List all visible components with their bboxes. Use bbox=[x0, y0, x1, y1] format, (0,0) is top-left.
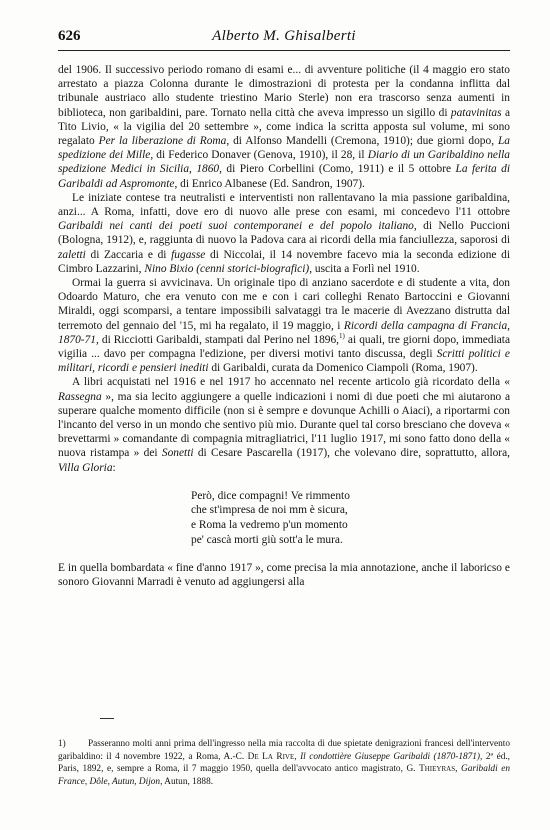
italic-span: Sonetti bbox=[161, 447, 194, 460]
text-span: di Garibaldi, curata da Domenico Ciampoli (Roma, 1907). bbox=[208, 362, 478, 375]
italic-span: Scritti politici e militari, ricordi e pensieri inediti bbox=[58, 348, 510, 375]
text-span: del 1906. Il successivo periodo romano di esami e... di avventure politiche (il 4 maggio ero stato arrestato a piazza Colonna durante le dimostrazioni di protesta per la condanna inflitta dal tribunale austriaco allo studente triestino Mario Sterle) non era trascorso senza aumenti in biblioteca, non garibaldini, pare. Tornato nella città che aveva impresso un sigillo di bbox=[58, 64, 510, 119]
italic-span: Il condottière Giuseppe Garibaldi (1870-1871) bbox=[300, 751, 481, 762]
text-span: , 2ª éd., Paris, 1892, e, sempre a Roma, il 7 maggio 1950, quella dell'avvocato antico magistrato, G. bbox=[58, 751, 510, 774]
text-span: , di Enrico Albanese (Ed. Sandron, 1907). bbox=[174, 177, 365, 190]
paragraph bbox=[58, 276, 510, 375]
text-span: di Niccolai, il 14 novembre facevo mia la seconda edizione di Cimbro Lazzarini, bbox=[58, 248, 510, 275]
text-span: Ormai la guerra si avvicinava. Un originale tipo di anziano sacerdote e di studente a vita, don Odoardo Maturo, che era venuto con me e con i cari colleghi Renato Bartoccini e Giovanni Miraldi, oggi scomparsi, a tentare impossibili salvataggi tra le macerie di Avezzano distrutta dal terremoto del gennaio del '15, mi ha regalato, il 19 maggio, i bbox=[58, 277, 510, 332]
text-span: A libri acquistati nel 1916 e nel 1917 ho accennato nel recente articolo già ricordato della « bbox=[72, 376, 510, 389]
text-span: di Zaccaria e di bbox=[85, 248, 172, 261]
paragraph bbox=[58, 63, 510, 191]
text-span: , di Ricciotti Garibaldi, stampati dal Perino nel 1896, bbox=[95, 333, 340, 346]
text-span: , di Federico Donaver (Genova, 1910), il 28, il bbox=[150, 149, 368, 162]
paragraph bbox=[58, 191, 510, 276]
verse-line: pe' cascà morti giù sott'a le mura. bbox=[191, 533, 343, 546]
italic-span: zaletti bbox=[58, 248, 86, 261]
footnote-text bbox=[58, 739, 510, 787]
text-span: a Tito Livio, « la vigilia del 20 settembre », come indica la scritta apposta sul volume, mi sono regalato bbox=[58, 106, 511, 148]
footnote-mark: 1) bbox=[58, 739, 66, 749]
verse-line: che st'impresa de noi mm è sicura, bbox=[191, 504, 348, 517]
page-number: 626 bbox=[58, 28, 81, 44]
text-span: », ma sia lecito aggiungere a quelle indicazioni i nomi di due poeti che mi aiutarono a superare qualche momento difficile (non si è sempre e dovunque Achilli o Aiaci), a riportarmi con l'incanto del verso in un mondo che sentivo più mio. Durante quel tal corso bresciano che doveva « brevettarmi » comandante di compagnia mitragliatrici, l'11 luglio 1917, mi sono fatto dono della « nuova ristampa » dei bbox=[58, 390, 510, 460]
text-span: , uscita a Forlì nel 1910. bbox=[309, 262, 420, 275]
text-span: Passeranno molti anni prima dell'ingresso nella mia raccolta di due spietate denigrazioni francesi dell'intervento garibaldino: il 4 novembre 1922, a Roma, A.-C. bbox=[58, 739, 510, 762]
italic-span: La ferita di Garibaldi ad Aspromonte bbox=[58, 163, 510, 190]
footnote-reference: 1) bbox=[339, 332, 345, 341]
text-span: , di Piero Corbellini (Como, 1911) e il 5 ottobre bbox=[219, 163, 456, 176]
italic-span: patavinitas bbox=[450, 106, 502, 119]
small-caps-span: Thieyras bbox=[419, 764, 456, 774]
paragraph bbox=[58, 375, 510, 474]
text-span: , di Alfonso Mandelli (Cremona, 1910); due giorni dopo, bbox=[226, 135, 498, 148]
italic-span: fugasse bbox=[171, 248, 206, 261]
italic-span: Nino Bixio (cenni storici-biografici) bbox=[144, 262, 310, 275]
text-span: : bbox=[112, 461, 116, 474]
text-span: E in quella bombardata « fine d'anno 1917 », come precisa la mia annotazione, anche il laboricso e sonoro Giovanni Marradi è venuto ad aggiungersi alla bbox=[58, 562, 510, 589]
text-span: , Autun, 1888. bbox=[160, 776, 214, 787]
footnote-separator bbox=[100, 718, 114, 719]
text-span: di Cesare Pascarella (1917), che volevano dire, soprattutto, allora, bbox=[193, 447, 511, 460]
text-span: , di Nello Puccioni (Bologna, 1912), e, raggiunta di nuovo la Padova cara ai ricordi della mia fanciullezza, saporosi di bbox=[58, 220, 510, 247]
italic-span: Garibaldi nei canti dei poeti suoi contemporanei e del popolo italiano bbox=[58, 220, 414, 233]
italic-span: Per la liberazione di Roma bbox=[98, 135, 227, 148]
italic-span: Rassegna bbox=[58, 390, 102, 403]
text-span: , bbox=[455, 764, 461, 774]
footnote bbox=[58, 738, 510, 788]
small-caps-span: De La Rive bbox=[247, 751, 295, 762]
verse-quotation bbox=[191, 489, 510, 547]
text-span: , bbox=[294, 751, 301, 762]
paragraph bbox=[58, 561, 510, 589]
italic-span: Diario di un Garibaldino nella spedizione Medici in Sicilia, 1860 bbox=[58, 149, 510, 176]
italic-span: La spedizione dei Mille bbox=[58, 135, 510, 162]
italic-span: Villa Gloria bbox=[58, 461, 113, 474]
verse-line: Però, dice compagni! Ve rimmento bbox=[191, 489, 350, 502]
verse-line: e Roma la vedremo p'un momento bbox=[191, 519, 348, 532]
running-title: Alberto M. Ghisalberti bbox=[212, 28, 356, 44]
body-text bbox=[58, 63, 510, 590]
text-span: Le iniziate contese tra neutralisti e interventisti non rallentavano la mia passione garibaldina, anzi... A Roma, infatti, dove ero di nuovo alle prese con esami, mi concedevo l'11 ottobre bbox=[58, 191, 510, 219]
text-span: ai quali, tre giorni dopo, immediata vigilia ... davo per compagna l'edizione, per diversi motivi tanto discussa, degli bbox=[58, 333, 510, 361]
header-rule bbox=[58, 50, 510, 51]
italic-span: Garibaldi en France, Dôle, Autun, Dijon bbox=[58, 764, 510, 787]
italic-span: Ricordi della campagna di Francia, 1870-71 bbox=[58, 319, 510, 346]
page-header bbox=[58, 28, 510, 48]
